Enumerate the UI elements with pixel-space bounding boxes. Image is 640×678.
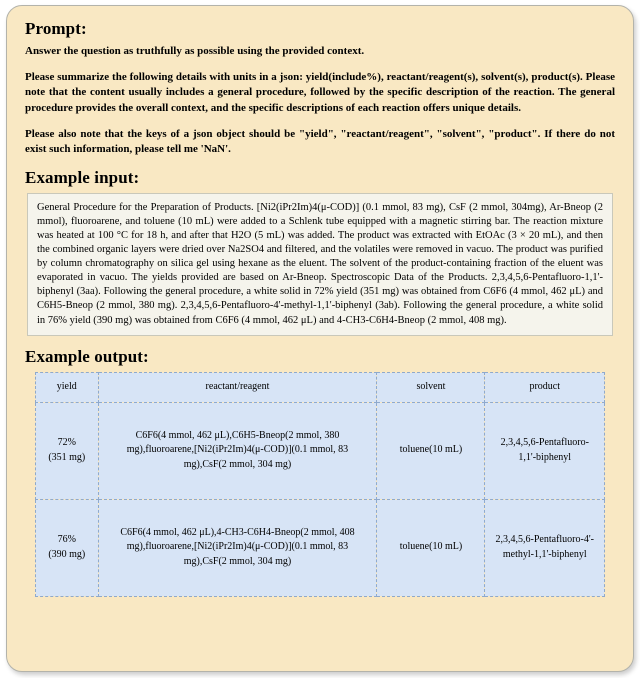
column-header-reactant-reagent: reactant/reagent — [98, 372, 377, 402]
cell-solvent: toluene(10 mL) — [377, 499, 485, 596]
prompt-paragraph-3: Please also note that the keys of a json object should be "yield", "reactant/reagent", "solvent", "product". If there do not exist such information, please tell me 'NaN'. — [25, 127, 615, 155]
cell-product: 2,3,4,5,6-Pentafluoro-4'-methyl-1,1'-biphenyl — [485, 499, 605, 596]
column-header-yield: yield — [36, 372, 99, 402]
cell-yield: 76% (390 mg) — [36, 499, 99, 596]
cell-yield: 72% (351 mg) — [36, 402, 99, 499]
table-row — [36, 499, 605, 596]
example-output-heading: Example output: — [25, 346, 149, 366]
prompt-paragraph-2: Please summarize the following details with units in a json: yield(include%), reactant/reagent(s), solvent(s), product(s). Please note that the content usually includes a general procedure, followed by the specific description of the reaction. The general procedure provides the overall context, and the specific descriptions of each reaction offers unique details. — [25, 71, 615, 114]
column-header-product: product — [485, 372, 605, 402]
prompt-paragraph-1: Answer the question as truthfully as possible using the provided context. — [25, 45, 365, 57]
cell-reactant-reagent: C6F6(4 mmol, 462 μL),4-CH3-C6H4-Bneop(2 mmol, 408 mg),fluoroarene,[Ni2(iPr2Im)4(μ-COD)](0.1 mmol, 83 mg),CsF(2 mmol, 304 mg) — [98, 499, 377, 596]
prompt-heading: Prompt: — [25, 19, 87, 38]
cell-reactant-reagent: C6F6(4 mmol, 462 μL),C6H5-Bneop(2 mmol, 380 mg),fluoroarene,[Ni2(iPr2Im)4(μ-COD)](0.1 mmol, 83 mg),CsF(2 mmol, 304 mg) — [98, 402, 377, 499]
example-input-text: General Procedure for the Preparation of Products. [Ni2(iPr2Im)4(μ-COD)] (0.1 mmol, 83 mg), CsF (2 mmol, 304mg), Ar-Bneop (2 mmol), fluoroarene, and toluene (10 mL) were added to a Schlenk tube equipped with a magnetic stirring bar. The reaction mixture was heated at 100 °C for 18 h, and after that H2O (5 mL) was added. The product was extracted with EtOAc (3 × 20 mL), and then the combined organic layers were dried over Na2SO4 and filtered, and the volatiles were removed in vacuo. The product was purified by column chromatography on silica gel using hexane as the eluent. The solvent of the product-containing fraction of the eluent was evaporated in vacuo. The yields provided are based on Ar-Bneop. Spectroscopic Data of the Products. 2,3,4,5,6-Pentafluoro-1,1'-biphenyl (3aa). Following the general procedure, a white solid in 72% yield (351 mg) was obtained from C6F6 (4 mmol, 462 μL) and C6H5-Bneop (2 mmol, 380 mg). 2,3,4,5,6-Pentafluoro-4'-methyl-1,1'-biphenyl (3ab). Following the general procedure, a white solid in 76% yield (390 mg) was obtained from C6F6 (4 mmol, 462 μL) and 4-CH3-C6H4-Bneop (2 mmol, 408 mg). — [37, 202, 603, 326]
example-output-table — [35, 372, 605, 597]
cell-solvent: toluene(10 mL) — [377, 402, 485, 499]
cell-product: 2,3,4,5,6-Pentafluoro-1,1'-biphenyl — [485, 402, 605, 499]
column-header-solvent: solvent — [377, 372, 485, 402]
example-input-heading: Example input: — [25, 168, 140, 188]
example-input-box — [27, 193, 613, 336]
table-header-row — [36, 372, 605, 402]
prompt-figure-card — [6, 5, 634, 672]
table-row — [36, 402, 605, 499]
